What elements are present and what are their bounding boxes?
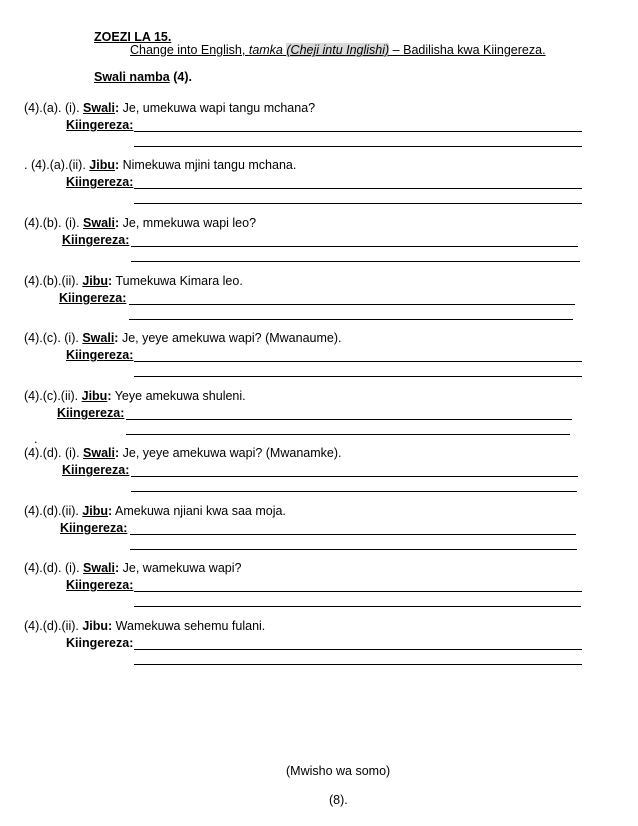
answer-line[interactable] (131, 261, 580, 262)
prompt-line: (4).(c).(ii). Jibu: Yeye amekuwa shuleni. (24, 389, 246, 403)
exercise-item (0, 101, 638, 161)
section-number: (4). (169, 70, 192, 84)
answer-line[interactable] (134, 203, 582, 204)
answer-line[interactable] (134, 361, 582, 362)
answer-line[interactable] (134, 131, 582, 132)
prompt-kind: Jibu (81, 389, 108, 403)
page-number: (8). (329, 793, 348, 807)
answer-line[interactable] (134, 649, 582, 650)
answer-label: Kiingereza: (62, 463, 130, 477)
prompt-line: (4).(b). (i). Swali: Je, mmekuwa wapi leo? (24, 216, 257, 230)
stray-dot: . (34, 432, 38, 446)
prompt-text: Yeye amekuwa shuleni. (111, 389, 246, 403)
prompt-kind: Jibu (82, 274, 109, 288)
answer-label: Kiingereza: (66, 175, 134, 189)
prompt-text: Amekuwa njiani kwa saa moja. (112, 504, 286, 518)
prompt-text: Je, yeye amekuwa wapi? (Mwanaume). (118, 331, 342, 345)
exercise-item (0, 274, 638, 334)
answer-line[interactable] (129, 304, 575, 305)
instruction-line (130, 43, 546, 57)
prompt-text: Tumekuwa Kimara leo. (112, 274, 243, 288)
prompt-kind: Jibu (89, 158, 115, 172)
prompt-kind: Jibu (82, 504, 109, 518)
answer-line[interactable] (134, 376, 582, 377)
exercise-item (0, 504, 638, 564)
prompt-line: (4).(c). (i). Swali: Je, yeye amekuwa wapi? (Mwanaume). (24, 331, 342, 345)
answer-line[interactable] (134, 606, 581, 607)
prompt-text: Wamekuwa sehemu fulani. (112, 619, 266, 633)
prompt-line: . (4).(a).(ii). Jibu: Nimekuwa mjini tangu mchana. (24, 158, 297, 172)
pronunciation-highlight: (Cheji intu Inglishi) (286, 43, 390, 57)
answer-line[interactable] (134, 591, 582, 592)
answer-line[interactable] (130, 549, 577, 550)
prompt-line: (4).(d).(ii). Jibu: Amekuwa njiani kwa saa moja. (24, 504, 286, 518)
prompt-kind: Swali (82, 331, 115, 345)
answer-line[interactable] (134, 188, 582, 189)
prompt-line: (4).(b).(ii). Jibu: Tumekuwa Kimara leo. (24, 274, 243, 288)
answer-line[interactable] (129, 319, 573, 320)
prompt-text: Nimekuwa mjini tangu mchana. (119, 158, 297, 172)
prompt-kind: Swali (83, 561, 115, 575)
answer-label: Kiingereza: (60, 521, 128, 535)
answer-line[interactable] (134, 146, 582, 147)
prompt-kind: Swali (83, 446, 115, 460)
answer-line[interactable] (126, 434, 570, 435)
prompt-kind: Swali (83, 101, 115, 115)
answer-label: Kiingereza: (66, 118, 134, 132)
prompt-line: (4).(d). (i). Swali: Je, yeye amekuwa wapi? (Mwanamke). (24, 446, 342, 460)
exercise-title: ZOEZI LA 15. (94, 30, 172, 44)
answer-label: Kiingereza: (62, 233, 130, 247)
prompt-text: Je, umekuwa wapi tangu mchana? (119, 101, 316, 115)
answer-label: Kiingereza: (59, 291, 127, 305)
answer-line[interactable] (131, 476, 578, 477)
instruction-swahili: – Badilisha kwa Kiingereza. (389, 43, 546, 57)
answer-label: Kiingereza: (57, 406, 125, 420)
answer-line[interactable] (126, 419, 572, 420)
answer-line[interactable] (130, 534, 576, 535)
end-note: (Mwisho wa somo) (286, 764, 391, 778)
section-label: Swali namba (94, 70, 170, 84)
prompt-text: Je, mmekuwa wapi leo? (119, 216, 257, 230)
exercise-item (0, 389, 638, 449)
answer-label: Kiingereza: (66, 636, 134, 650)
answer-label: Kiingereza: (66, 578, 134, 592)
prompt-kind: Jibu (82, 619, 109, 633)
prompt-text: Je, yeye amekuwa wapi? (Mwanamke). (119, 446, 342, 460)
exercise-item (0, 158, 638, 218)
section-heading (94, 70, 192, 84)
prompt-line: (4).(a). (i). Swali: Je, umekuwa wapi tangu mchana? (24, 101, 316, 115)
prompt-line: (4).(d).(ii). Jibu: Wamekuwa sehemu fulani. (24, 619, 266, 633)
exercise-item (0, 619, 638, 679)
instruction-tamka: tamka (248, 43, 283, 57)
answer-label: Kiingereza: (66, 348, 134, 362)
prompt-kind: Swali (83, 216, 115, 230)
prompt-line: (4).(d). (i). Swali: Je, wamekuwa wapi? (24, 561, 242, 575)
answer-line[interactable] (134, 664, 582, 665)
answer-line[interactable] (131, 491, 577, 492)
exercise-item (0, 216, 638, 276)
exercise-item (0, 561, 638, 621)
prompt-text: Je, wamekuwa wapi? (119, 561, 242, 575)
answer-line[interactable] (131, 246, 578, 247)
exercise-item (0, 446, 638, 506)
instruction-text: Change into English, (130, 43, 249, 57)
exercise-item (0, 331, 638, 391)
